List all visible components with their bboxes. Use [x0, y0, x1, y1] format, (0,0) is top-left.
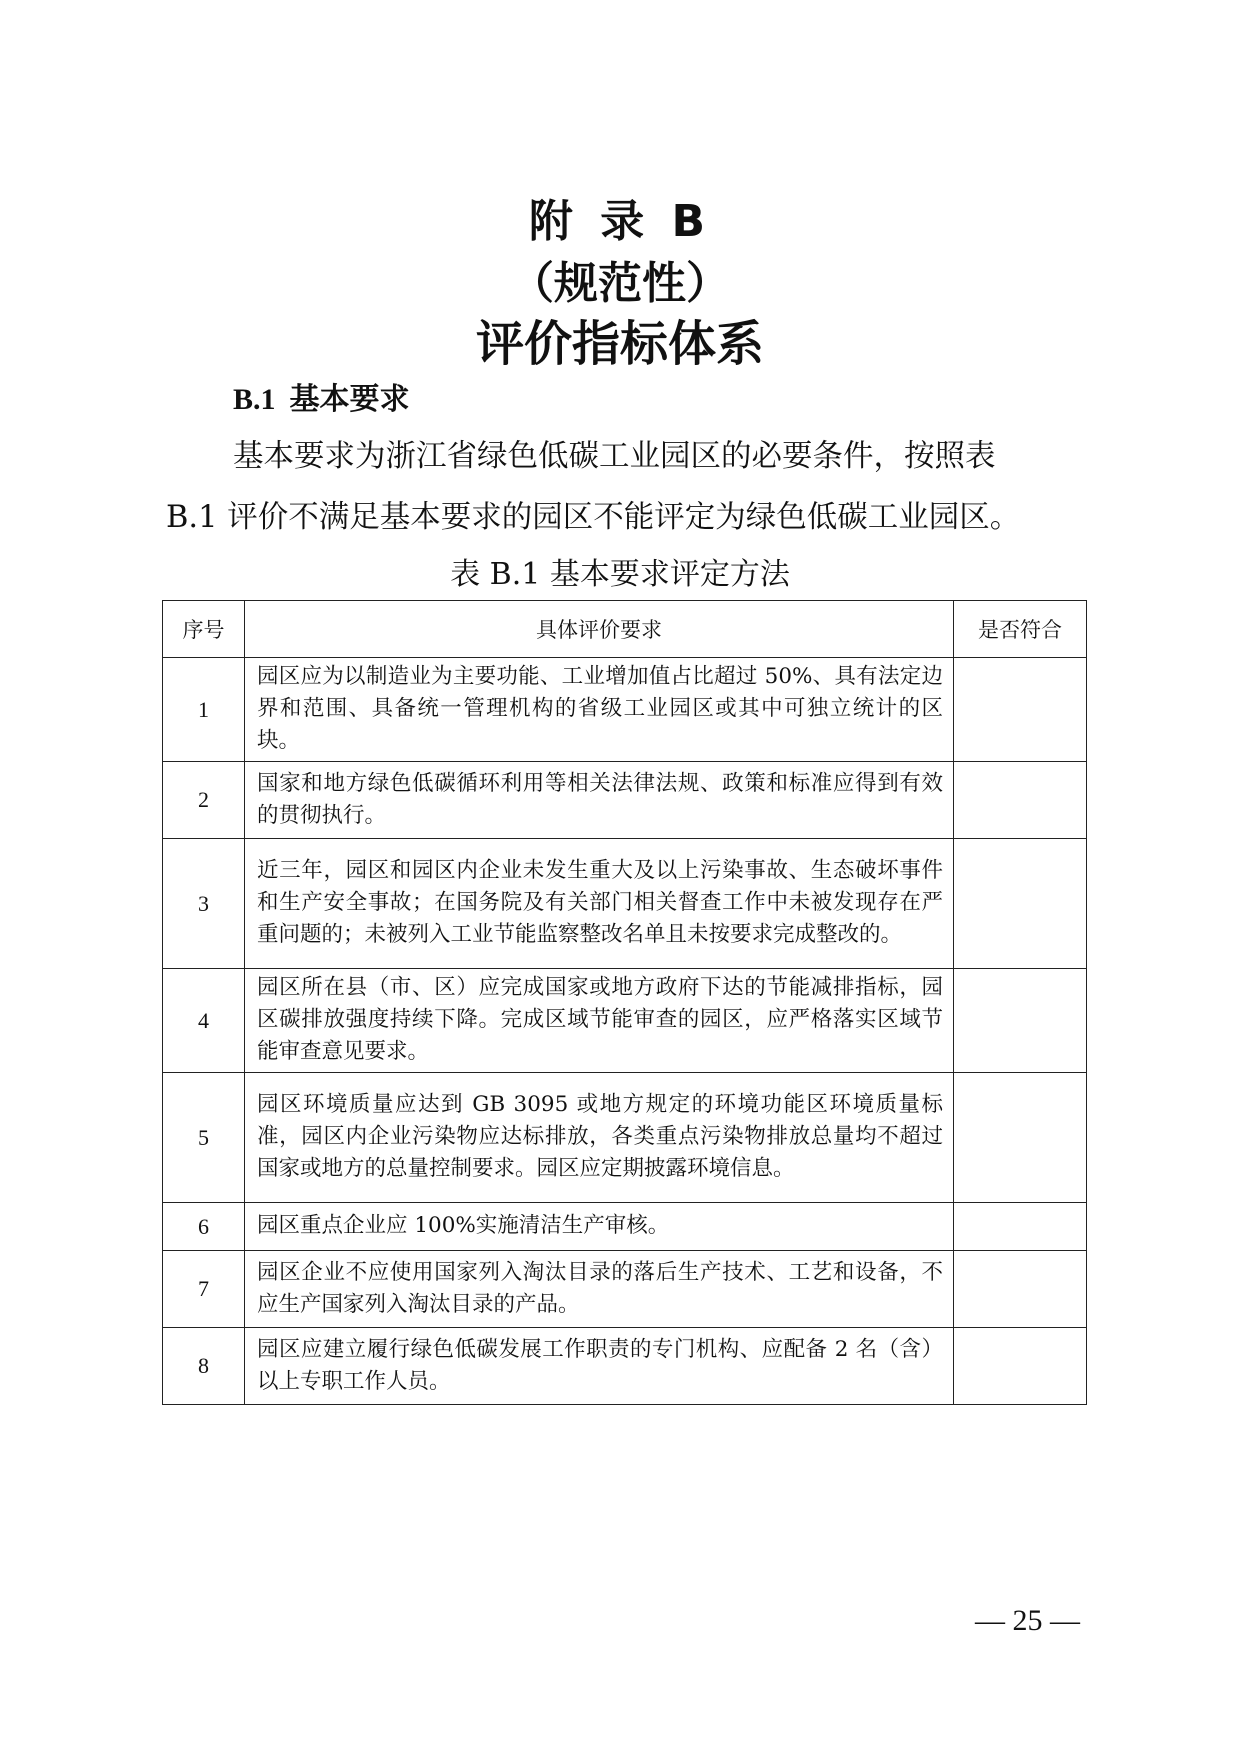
paragraph-line-1: 基本要求为浙江省绿色低碳工业园区的必要条件，按照表: [233, 439, 996, 474]
table-row: [163, 658, 1087, 762]
table-row: [163, 1073, 1087, 1203]
row-compliance: [954, 1073, 1087, 1203]
row-seq: 3: [163, 839, 245, 969]
row-seq: 6: [163, 1203, 245, 1251]
row-requirement: 园区环境质量应达到 GB 3095 或地方规定的环境功能区环境质量标准，园区内企业污染物应达标排放，各类重点污染物排放总量均不超过国家或地方的总量控制要求。园区应定期披露环境信息。: [245, 1073, 954, 1203]
appendix-type: （规范性）: [510, 258, 730, 309]
table-row: [163, 839, 1087, 969]
row-compliance: [954, 658, 1087, 762]
table-row: [163, 762, 1087, 839]
page-number: — 25 —: [975, 1604, 1080, 1637]
table-caption: 表 B.1 基本要求评定方法: [450, 557, 790, 592]
appendix-label: 附 录 B: [528, 196, 712, 247]
section-heading: [233, 382, 410, 417]
row-seq: 5: [163, 1073, 245, 1203]
paragraph-line-2: B.1 评价不满足基本要求的园区不能评定为绿色低碳工业园区。: [166, 500, 1021, 535]
row-compliance: [954, 839, 1087, 969]
row-requirement: 园区企业不应使用国家列入淘汰目录的落后生产技术、工艺和设备，不应生产国家列入淘汰目录的产品。: [245, 1251, 954, 1328]
row-compliance: [954, 969, 1087, 1073]
row-requirement: 园区应建立履行绿色低碳发展工作职责的专门机构、应配备 2 名（含）以上专职工作人员。: [245, 1328, 954, 1405]
row-compliance: [954, 1251, 1087, 1328]
table-row: [163, 1328, 1087, 1405]
row-compliance: [954, 762, 1087, 839]
row-seq: 4: [163, 969, 245, 1073]
row-seq: 8: [163, 1328, 245, 1405]
section-number: B.1: [233, 383, 276, 416]
row-requirement: 园区重点企业应 100%实施清洁生产审核。: [245, 1203, 954, 1251]
row-seq: 7: [163, 1251, 245, 1328]
section-title: 基本要求: [289, 382, 410, 417]
row-compliance: [954, 1328, 1087, 1405]
row-seq: 2: [163, 762, 245, 839]
table-header-row: [163, 601, 1087, 658]
table-row: [163, 1251, 1087, 1328]
row-requirement: 园区应为以制造业为主要功能、工业增加值占比超过 50%、具有法定边界和范围、具备统一管理机构的省级工业园区或其中可独立统计的区块。: [245, 658, 954, 762]
table-row: [163, 969, 1087, 1073]
row-seq: 1: [163, 658, 245, 762]
header-compliance: 是否符合: [954, 601, 1087, 658]
row-requirement: 园区所在县（市、区）应完成国家或地方政府下达的节能减排指标，园区碳排放强度持续下降。完成区域节能审查的园区，应严格落实区域节能审查意见要求。: [245, 969, 954, 1073]
requirements-table: [162, 600, 1087, 1405]
header-requirement: 具体评价要求: [245, 601, 954, 658]
row-requirement: 近三年，园区和园区内企业未发生重大及以上污染事故、生态破坏事件和生产安全事故；在国务院及有关部门相关督查工作中未被发现存在严重问题的；未被列入工业节能监察整改名单且未按要求完成整改的。: [245, 839, 954, 969]
appendix-title: 评价指标体系: [475, 316, 764, 372]
row-compliance: [954, 1203, 1087, 1251]
table-row: [163, 1203, 1087, 1251]
row-requirement: 国家和地方绿色低碳循环利用等相关法律法规、政策和标准应得到有效的贯彻执行。: [245, 762, 954, 839]
header-seq: 序号: [163, 601, 245, 658]
